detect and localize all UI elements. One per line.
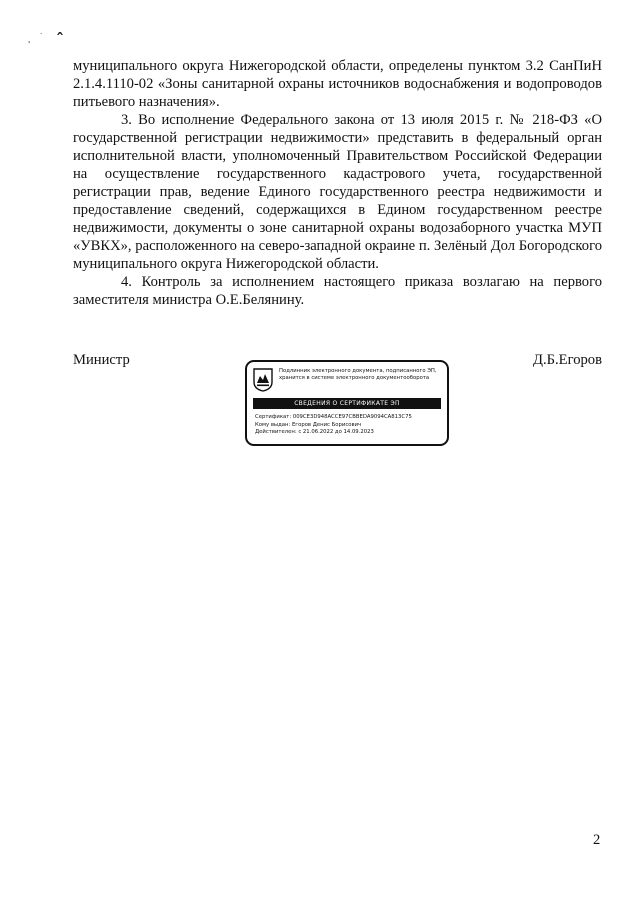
certificate-details [255,414,445,437]
scan-artifact-mark: ˆ [56,30,64,49]
scan-artifact-dot: · [40,30,43,38]
certificate-owner: Кому выдан: Егоров Денис Борисович [255,421,362,428]
stamp-banner: СВЕДЕНИЯ О СЕРТИФИКАТЕ ЭП [253,398,441,409]
paragraph-continuation: муниципального округа Нижегородской области, определены пунктом 3.2 СанПиН 2.1.4.1110-02 «Зоны санитарной охраны источников водоснабжения и водопроводов питьевого назначения». [73,58,602,110]
signer-title: Министр [73,352,130,368]
signer-name: Д.Б.Егоров [533,352,602,368]
paragraph-item-3: 3. Во исполнение Федерального закона от 13 июля 2015 г. № 218-ФЗ «О государственной регистрации недвижимости» представить в федеральный орган исполнительной власти, уполномоченный Правительством Российской Федерации на осуществление государственного кадастрового учета, государственной регистрации прав, ведение Единого государственного реестра недвижимости и предоставление сведений, содержащихся в Едином государственном реестре недвижимости, документы о зоне санитарной охраны водозаборного участка МУП «УВКХ», расположенного на северо-западной окраине п. Зелёный Дол Богородского муниципального округа Нижегородской области. [73,112,602,272]
stamp-note [279,368,445,382]
paragraph-item-4: 4. Контроль за исполнением настоящего приказа возлагаю на первого заместителя министра О.Е.Белянину. [73,274,602,308]
certificate-validity: Действителен: с 21.06.2022 до 14.09.2023 [255,429,374,435]
stamp-note-line: хранится в системе электронного документооборота [279,375,430,381]
stamp-note-line: Подлинник электронного документа, подписанного ЭП, [279,368,437,374]
page-number: 2 [593,832,601,848]
electronic-signature-stamp [245,360,449,446]
scan-artifact-dot: ' [28,40,31,49]
coat-of-arms-icon [253,368,273,392]
certificate-serial: Сертификат: 009CE3D948ACCE97CBBEDA9094CA813C75 [255,414,412,420]
document-body [73,57,602,309]
